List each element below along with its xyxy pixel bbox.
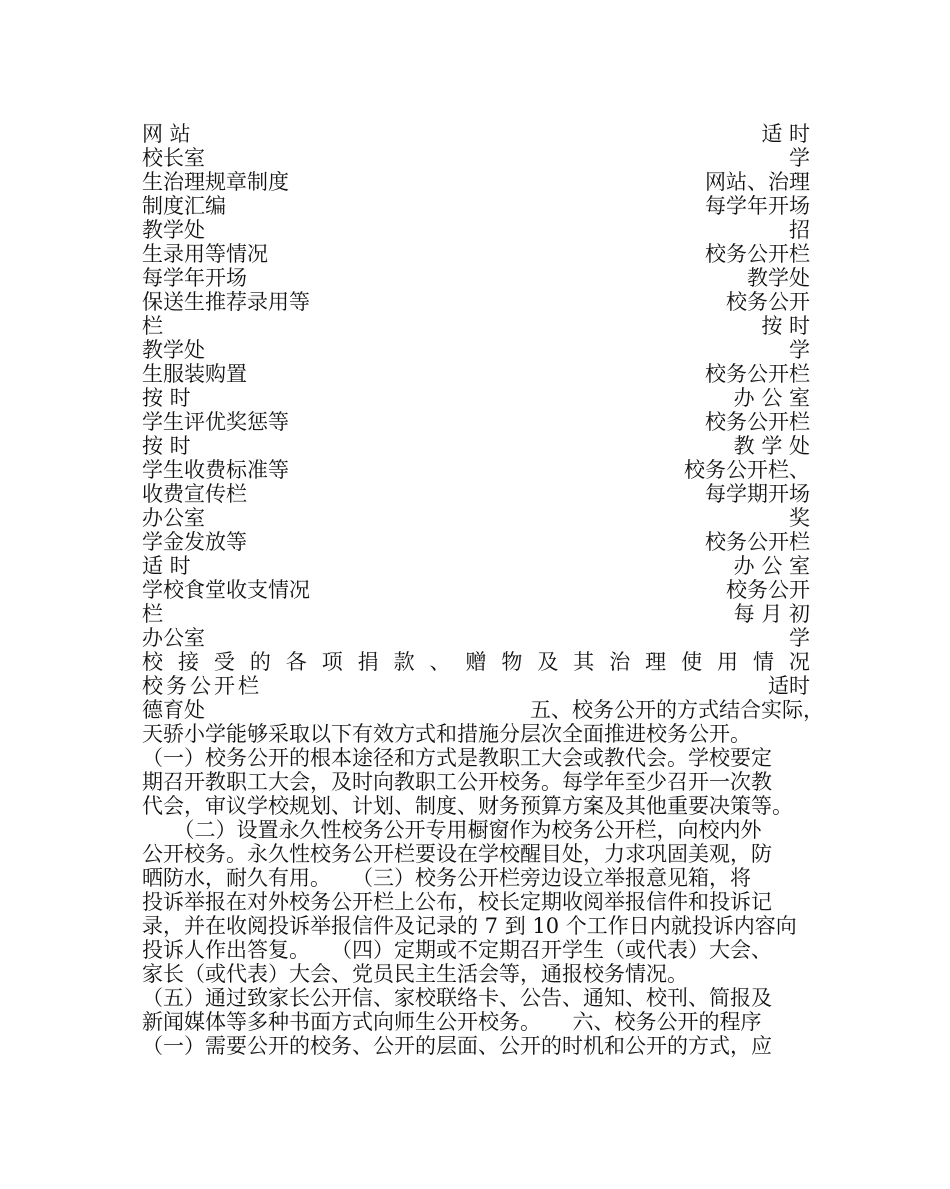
table-row [142,338,810,362]
table-row [142,602,810,626]
row-right: 校务公开栏 [705,242,810,266]
row-right: 适 时 [761,122,810,146]
justified-char: 情 [752,650,774,674]
row-left: 栏 [142,602,163,626]
row-right: 办 公 室 [733,554,810,578]
row-left: 收费宣传栏 [142,482,247,506]
row-left: 办公室 [142,506,205,530]
row-right: 校务公开栏 [705,530,810,554]
body-paragraph [142,722,822,1058]
paragraph-line: 公开校务。永久性校务公开栏要设在学校醒目处，力求巩固美观，防 [142,842,772,866]
table-row [142,386,810,410]
table-row [142,146,810,170]
row-right: 学 [789,626,810,650]
row-right: 每学期开场 [705,482,810,506]
row-right: 学 [789,146,810,170]
table-row [142,362,810,386]
table-row [142,290,810,314]
row-left: 教学处 [142,218,205,242]
paragraph-line: 天骄小学能够采取以下有效方式和措施分层次全面推进校务公开。 [142,722,751,746]
table-row [142,194,810,218]
paragraph-line: 录，并在收阅投诉举报信件及记录的 7 到 10 个工作日内就投诉内容向 [142,914,797,938]
row-right: 每学年开场 [705,194,810,218]
justified-line [142,650,810,674]
row-left: 校长室 [142,146,205,170]
row-left: 学生收费标准等 [142,458,289,482]
paragraph-line: 家长（或代表）大会、党员民主生活会等，通报校务情况。 [142,962,688,986]
paragraph-line: 新闻媒体等多种书面方式向师生公开校务。 六、校务公开的程序 [142,1010,762,1034]
justified-char: 使 [681,650,703,674]
row-left: 学校食堂收支情况 [142,578,310,602]
row-right: 奖 [789,506,810,530]
section-heading-5: 五、校务公开的方式结合实际， [530,698,824,722]
row-right: 教 学 处 [733,434,810,458]
table-row [142,170,810,194]
table-row [142,410,810,434]
row-right: 校务公开栏、 [684,458,810,482]
row-left: 按 时 [142,386,191,410]
justified-char: 款 [393,650,415,674]
row-right: 按 时 [761,314,810,338]
row-left: 学生评优奖惩等 [142,410,289,434]
row-left: 生治理规章制度 [142,170,289,194]
row-right: 校务公开 [726,290,810,314]
table-row [142,314,810,338]
paragraph-line: （一）需要公开的校务、公开的层面、公开的时机和公开的方式，应 [142,1034,772,1058]
row-left: 栏 [142,314,163,338]
justified-char: 物 [501,650,523,674]
paragraph-line: 代会，审议学校规划、计划、制度、财务预算方案及其他重要决策等。 [142,794,793,818]
row-right: 网站、治理 [705,170,810,194]
paragraph-line: 投诉人作出答复。 （四）定期或不定期召开学生（或代表）大会、 [142,938,772,962]
justified-char: 接 [177,650,199,674]
paragraph-line: （一）校务公开的根本途径和方式是教职工大会或教代会。学校要定 [142,746,772,770]
row-left: 按 时 [142,434,191,458]
table-row [142,458,810,482]
row-left: 网 站 [142,122,191,146]
justified-char: 受 [213,650,235,674]
table-row [142,578,810,602]
paragraph-line: 期召开教职工大会，及时向教职工公开校务。每学年至少召开一次教 [142,770,772,794]
table-row [142,434,810,458]
row-left: 保送生推荐录用等 [142,290,310,314]
justified-char: 治 [609,650,631,674]
row-right: 校务公开栏 [705,362,810,386]
row-left: 生服装购置 [142,362,247,386]
justified-char: 项 [321,650,343,674]
row-left: 教学处 [142,338,205,362]
row-right: 适时 [768,674,810,698]
table-row [142,698,824,722]
justified-text [142,650,810,674]
row-left: 制度汇编 [142,194,226,218]
justified-char: 用 [717,650,738,674]
row-left: 适 时 [142,554,191,578]
table-row [142,530,810,554]
table-row [142,266,810,290]
paragraph-line: 投诉举报在对外校务公开栏上公布，校长定期收阅举报信件和投诉记 [142,890,772,914]
table-row [142,506,810,530]
row-right: 教学处 [747,266,810,290]
justified-char: 的 [249,650,271,674]
justified-char: 况 [788,650,810,674]
table-row [142,122,810,146]
row-right: 校务公开栏 [705,410,810,434]
table-row [142,242,810,266]
row-right: 办 公 室 [733,386,810,410]
table-row [142,218,810,242]
justified-char: 捐 [357,650,379,674]
justified-char: 赠 [465,650,487,674]
row-left: 德育处 [142,698,205,722]
justified-char: 其 [573,650,595,674]
row-left: 生录用等情况 [142,242,268,266]
justified-char: 校 [142,650,163,674]
paragraph-line: （二）设置永久性校务公开专用橱窗作为校务公开栏，向校内外 [142,818,762,842]
row-right: 学 [789,338,810,362]
justified-char: 各 [285,650,307,674]
table-row [142,674,810,698]
justified-char: 、 [429,650,451,674]
table-row [142,626,810,650]
paragraph-line: （五）通过致家长公开信、家校联络卡、公告、通知、校刊、简报及 [142,986,772,1010]
row-left: 每学年开场 [142,266,247,290]
table-row [142,482,810,506]
row-right: 校务公开 [726,578,810,602]
row-right: 每 月 初 [733,602,810,626]
row-right: 招 [789,218,810,242]
justified-char: 理 [645,650,667,674]
table-row [142,554,810,578]
row-left: 校务公开栏 [142,674,262,698]
justified-char: 及 [537,650,559,674]
row-left: 办公室 [142,626,205,650]
row-left: 学金发放等 [142,530,247,554]
paragraph-line: 晒防水，耐久有用。 （三）校务公开栏旁边设立举报意见箱，将 [142,866,751,890]
